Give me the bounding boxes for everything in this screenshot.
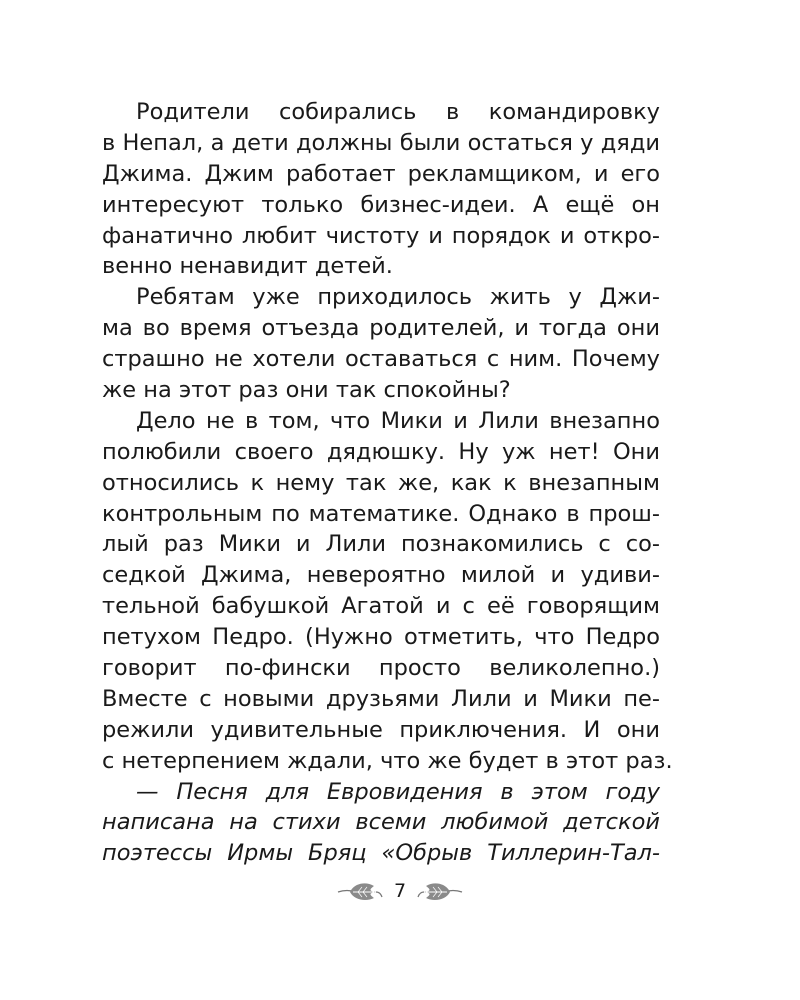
text-line: Ребятам уже приходилось жить у Джи- [136, 284, 660, 311]
text-line: петухом Педро. (Нужно отметить, что Педро [102, 624, 660, 651]
text-line: ма во время отъезда родителей, и тогда они [102, 315, 660, 342]
text-line: контрольным по математике. Однако в прош- [102, 500, 660, 527]
text-line: полюбили своего дядюшку. Ну уж нет! Они [102, 438, 660, 465]
text-line: седкой Джима, невероятно милой и удиви- [102, 562, 660, 589]
text-line: в Непал, а дети должны были остаться у дяди [102, 129, 660, 156]
text-line: написана на стихи всеми любимой детской [102, 809, 660, 836]
text-line: интересуют только бизнес-идеи. А ещё он [102, 191, 660, 218]
text-line: Вместе с новыми друзьями Лили и Мики пе- [102, 685, 660, 712]
text-line: с нетерпением ждали, что же будет в этот раз. [102, 747, 673, 774]
page-number: 7 [393, 880, 407, 902]
text-line: тельной бабушкой Агатой и с её говорящим [102, 593, 660, 620]
text-line: относились к нему так же, как к внезапным [102, 469, 660, 496]
text-line: лый раз Мики и Лили познакомились с со- [102, 531, 660, 558]
text-line: — Песня для Евровидения в этом году [136, 778, 660, 805]
leaf-ornament-icon [336, 880, 384, 902]
text-line: Дело не в том, что Мики и Лили внезапно [136, 407, 660, 434]
text-line: страшно не хотели оставаться с ним. Почему [102, 346, 660, 373]
text-line: Джима. Джим работает рекламщиком, и его [102, 160, 660, 187]
text-line: говорит по-фински просто великолепно.) [102, 655, 660, 682]
page-footer [0, 876, 800, 906]
text-line: фанатично любит чистоту и порядок и откро- [102, 222, 660, 249]
leaf-ornament-icon [416, 880, 464, 902]
text-line: венно ненавидит детей. [102, 253, 393, 280]
text-line: режили удивительные приключения. И они [102, 716, 660, 743]
text-line: Родители собирались в командировку [136, 99, 660, 125]
page-text [102, 97, 673, 869]
text-line: поэтессы Ирмы Бряц «Обрыв Тиллерин-Тал- [102, 840, 660, 867]
text-line: же на этот раз они так спокойны? [102, 377, 511, 404]
